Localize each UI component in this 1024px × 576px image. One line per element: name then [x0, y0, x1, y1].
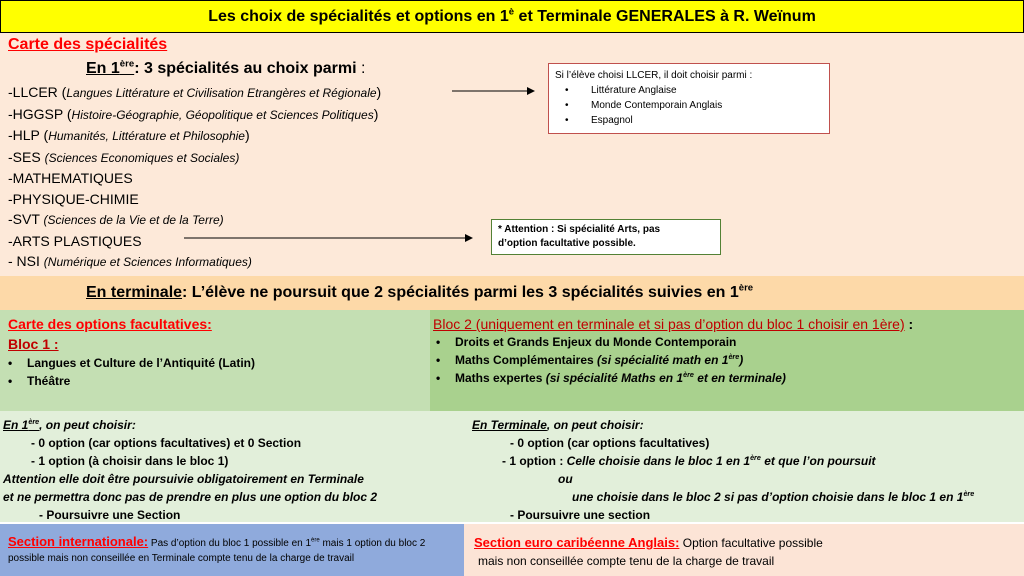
llcer-choices-box — [548, 63, 830, 134]
bloc1-item: • Théâtre — [8, 372, 255, 390]
en1-label: En 1 — [86, 60, 120, 77]
spec-item — [8, 125, 381, 147]
spec-item — [8, 251, 381, 273]
bloc2-item2-b: (si spécialité math en 1 — [597, 353, 729, 367]
euro-label: Section euro caribéenne Anglais: — [474, 535, 680, 550]
spec-item — [8, 82, 381, 104]
bloc2-item2-a: Maths Complémentaires — [455, 353, 598, 367]
arts-line1: * Attention : Si spécialité Arts, pas — [498, 224, 661, 235]
arts-warning-box — [491, 219, 721, 255]
terminale-l2-c: et que l’on poursuit — [760, 454, 876, 468]
bloc2-item3-a: Maths expertes — [455, 371, 546, 385]
en1-heading — [86, 60, 365, 78]
spec-abbr: -HLP ( — [8, 127, 49, 143]
bloc1-item: • Langues et Culture de l’Antiquité (Latin) — [8, 354, 255, 372]
bloc2-item — [436, 369, 786, 387]
intl-label: Section internationale: — [8, 534, 149, 549]
bloc2-item — [436, 351, 786, 369]
section-internationale — [8, 534, 464, 566]
bloc2-label: Bloc 2 (uniquement en terminale et si pas d’option du bloc 1 choisir en 1ère) — [433, 316, 905, 332]
bloc2-item3-b: (si spécialité Maths en 1 — [545, 371, 684, 385]
terminale-l2-b: Celle choisie dans le bloc 1 en 1 — [566, 454, 751, 468]
spec-item — [8, 147, 381, 169]
spec-close: ) — [373, 105, 379, 122]
spec-full: (Sciences Economiques et Sociales) — [44, 150, 240, 165]
bloc1-list — [8, 354, 255, 390]
terminale-heading — [472, 416, 974, 434]
terminale-head-a: En Terminale — [472, 418, 547, 432]
terminale-text: : L’élève ne poursuit que 2 spécialités parmi les 3 spécialités suivies en 1 — [182, 284, 739, 301]
bloc1-title: Bloc 1 : — [8, 336, 59, 352]
spec-abbr: - NSI — [8, 253, 44, 269]
spec-abbr: -HGGSP ( — [8, 105, 72, 122]
intl-sup: ère — [311, 537, 320, 544]
spec-abbr: -SES — [8, 148, 45, 165]
spec-full: Humanités, Littérature et Philosophie — [48, 129, 245, 143]
premiere-head-sup: ère — [28, 417, 40, 426]
terminale-line: - 0 option (car options facultatives) — [510, 436, 710, 450]
premiere-line: - Poursuivre une Section — [39, 508, 181, 522]
bloc2-title — [433, 316, 913, 332]
terminale-l2-a: - 1 option : — [502, 454, 567, 468]
premiere-line: et ne permettra donc pas de prendre en plus une option du bloc 2 — [3, 490, 378, 504]
spec-full: (Numérique et Sciences Informatiques) — [43, 255, 252, 269]
terminale-l4-sup: ère — [963, 489, 975, 498]
section-euro — [474, 534, 823, 570]
llcer-list — [555, 83, 823, 128]
spec-full: Histoire-Géographie, Géopolitique et Sciences Politiques — [71, 107, 374, 122]
terminale-sup: ère — [738, 282, 754, 294]
terminale-line — [472, 488, 974, 506]
terminale-bar — [0, 276, 1024, 310]
spec-item — [8, 231, 381, 252]
premiere-heading — [3, 416, 377, 434]
spec-item — [8, 104, 381, 126]
en1-rest: : 3 spécialités au choix parmi — [134, 60, 357, 77]
llcer-item: • Littérature Anglaise — [565, 83, 823, 98]
page-title — [0, 0, 1024, 33]
premiere-line: Attention elle doit être poursuivie obligatoirement en Terminale — [3, 472, 364, 486]
premiere-choices — [3, 416, 377, 524]
bloc2-colon: : — [904, 316, 914, 332]
spec-close: ) — [376, 84, 382, 100]
bloc2-item3-sup: ère — [683, 370, 694, 379]
terminale-line: - Poursuivre une section — [510, 508, 651, 522]
spec-close: ) — [244, 127, 250, 143]
terminale-line — [472, 452, 974, 470]
premiere-line: - 1 option (à choisir dans le bloc 1) — [31, 454, 229, 468]
spec-full: Langues Littérature et Civilisation Etrangères et Régionale — [66, 86, 377, 100]
title-pre: Les choix de spécialités et options en 1 — [208, 8, 509, 25]
intl-t2: mais 1 option du bloc 2 possible mais non conseillée en Terminale compte tenu de la charge de travail — [8, 538, 426, 564]
euro-t2: mais non conseillée compte tenu de la charge de travail — [478, 554, 775, 568]
llcer-item: • Espagnol — [565, 113, 823, 128]
spec-abbr: -SVT — [8, 211, 44, 227]
spec-abbr: -PHYSIQUE-CHIMIE — [8, 190, 139, 207]
euro-t1: Option facultative possible — [679, 536, 823, 550]
en1-sup: ère — [119, 58, 135, 70]
premiere-head-b: , on peut choisir: — [39, 418, 136, 432]
terminale-label: En terminale — [86, 284, 183, 301]
terminale-l4-a: une choisie dans le bloc 2 si pas d’option choisie dans le bloc 1 en 1 — [572, 490, 964, 504]
llcer-item: • Monde Contemporain Anglais — [565, 98, 823, 113]
arts-line2: d’option facultative possible. — [498, 238, 636, 249]
spec-abbr: -LLCER ( — [8, 84, 67, 100]
premiere-line: - 0 option (car options facultatives) et 0 Section — [31, 436, 302, 450]
terminale-choices — [472, 416, 974, 524]
spec-item — [8, 168, 381, 189]
spec-item — [8, 189, 381, 210]
spec-item — [8, 209, 381, 231]
bloc2-list — [436, 333, 786, 387]
title-post: et Terminale GENERALES à R. Weïnum — [514, 8, 816, 25]
spec-full: (Sciences de la Vie et de la Terre) — [43, 213, 224, 227]
title-sup: è — [508, 6, 515, 18]
spec-abbr: -MATHEMATIQUES — [8, 170, 133, 186]
spec-heading: Carte des spécialités — [8, 36, 168, 53]
specialites-list — [8, 82, 381, 273]
bloc2-item2-c: ) — [739, 353, 744, 367]
terminale-head-b: , on peut choisir: — [546, 418, 644, 432]
en1-colon: : — [356, 60, 366, 77]
options-title: Carte des options facultatives: — [8, 316, 212, 332]
bloc2-item: • Droits et Grands Enjeux du Monde Contemporain — [436, 333, 786, 351]
terminale-l2-sup: ère — [750, 453, 761, 462]
premiere-head-a: En 1 — [3, 418, 29, 432]
intl-t1: Pas d’option du bloc 1 possible en 1 — [148, 538, 312, 549]
bloc2-item3-c: et en terminale) — [693, 371, 786, 385]
llcer-intro: Si l’élève choisi LLCER, il doit choisir parmi : — [555, 70, 753, 81]
terminale-line: ou — [558, 472, 573, 486]
bloc2-item2-sup: ère — [728, 352, 740, 361]
spec-abbr: -ARTS PLASTIQUES — [8, 232, 142, 249]
